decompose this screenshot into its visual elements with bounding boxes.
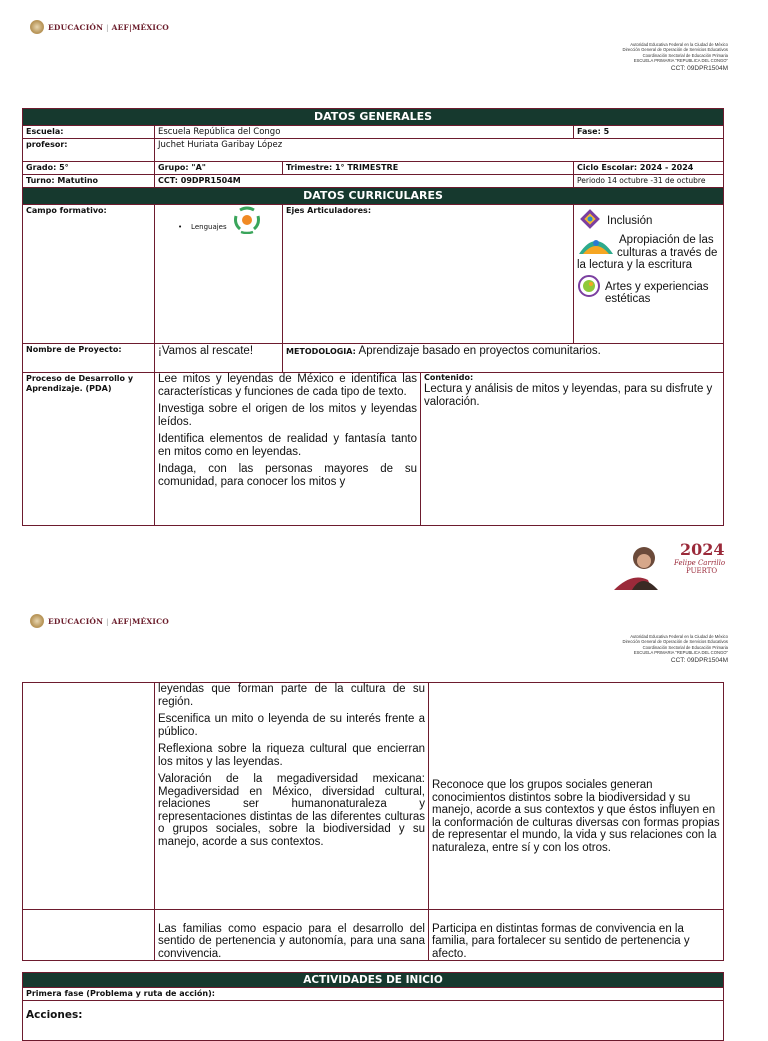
lenguajes-label: Lenguajes (191, 223, 227, 231)
header-cct: CCT: 09DPR1504M (670, 656, 728, 664)
campo-formativo-label: Campo formativo: (23, 205, 155, 344)
datos-curriculares-title: DATOS CURRICULARES (23, 188, 724, 205)
pda-item: Escenifica un mito o leyenda de su interés frente a público. (158, 713, 425, 738)
emblem-name-line1: Felipe Carrillo (674, 559, 726, 567)
authority-line: Coordinación Sectorial de Educación Primaria (642, 644, 728, 650)
primera-fase-label: Primera fase (Problema y ruta de acción): (23, 988, 724, 1001)
emblem-name-line2: PUERTO (686, 567, 718, 575)
contenido-cell-page2 (429, 683, 724, 910)
ejes-articuladores-list (574, 205, 724, 344)
authority-line: Autoridad Educativa Federal en la Ciudad de México (630, 634, 728, 639)
pda-item: Indaga, con las personas mayores de su comunidad, para conocer los mitos y (158, 463, 417, 488)
pda-item: Lee mitos y leyendas de México e identifica las características y funciones de cada tipo de texto. (158, 373, 417, 398)
authority-header-page2 (508, 634, 728, 665)
eje-item (577, 206, 720, 232)
proyecto-value: ¡Vamos al rescate! (155, 344, 283, 373)
trimestre-value: Trimestre: 1° TRIMESTRE (283, 162, 574, 175)
eje-item (577, 274, 720, 306)
profesor-value: Juchet Huriata Garibay López (155, 139, 724, 162)
logo-aef-text: AEF|MÉXICO (111, 22, 170, 32)
eje-item (577, 234, 720, 272)
eje-artes-label: Artes y experiencias estéticas (605, 280, 709, 305)
pda-label-empty (23, 910, 155, 961)
educacion-logo (30, 20, 169, 34)
escuela-value: Escuela República del Congo (155, 126, 574, 139)
datos-table (22, 108, 724, 526)
fase-value: Fase: 5 (574, 126, 724, 139)
acciones-label: Acciones: (23, 1001, 724, 1041)
pda-item: Identifica elementos de realidad y fantasía tanto en mitos como en leyendas. (158, 433, 417, 458)
pda-item: Valoración de la megadiversidad mexicana: Megadiversidad en México, diversidad cultural, relaciones ser humanonaturaleza y representaciones distintas de las diferentes culturas o grupos sociales, sobre la biodiversidad y su manejo, acorde a sus contextos. (158, 773, 425, 848)
authority-line: Dirección General de Operación de Servicios Educativos (622, 639, 728, 645)
grupo-value: Grupo: "A" (155, 162, 283, 175)
educacion-logo-page2 (30, 614, 169, 628)
lenguajes-icon (232, 206, 262, 234)
logo-separator: | (106, 616, 109, 626)
arts-icon (577, 274, 601, 298)
periodo-value: Periodo 14 octubre -31 de octubre (574, 175, 724, 188)
logo-separator: | (106, 22, 109, 32)
pda-cell (155, 373, 421, 526)
actividades-inicio-title: ACTIVIDADES DE INICIO (23, 973, 724, 988)
contenido-cell (421, 373, 724, 526)
campo-formativo-item (178, 222, 227, 232)
pda-familia-cell (155, 910, 429, 961)
logo-educacion-text: EDUCACIÓN (48, 22, 104, 32)
logo-educacion-text: EDUCACIÓN (48, 616, 104, 626)
pda-label-empty (23, 683, 155, 910)
pda-familia: Las familias como espacio para el desarrollo del sentido de pertenencia y autonomía, para una sana convivencia. (158, 922, 425, 960)
profesor-label: profesor: (23, 139, 155, 162)
felipe-carrillo-emblem (612, 542, 730, 592)
ciclo-escolar-value: Ciclo Escolar: 2024 - 2024 (574, 162, 724, 175)
contenido-value: Lectura y análisis de mitos y leyendas, para su disfrute y valoración. (424, 383, 713, 408)
authority-header (508, 42, 728, 73)
inclusion-icon (577, 206, 603, 232)
contenido-grupos: Reconoce que los grupos sociales generan conocimientos distintos sobre la biodiversidad y su manejo, acorde a sus contextos y que éstos influyen en la conformación de culturas diversas con formas propias de representar el mundo, la vida y sus relaciones con la naturaleza, entre sí y con los otros. (432, 779, 720, 854)
eje-inclusion-label: Inclusión (607, 215, 653, 227)
seal-icon (30, 614, 44, 628)
logo-aef-text: AEF|MÉXICO (111, 616, 170, 626)
cct-value: CCT: 09DPR1504M (155, 175, 574, 188)
datos-generales-title: DATOS GENERALES (23, 109, 724, 126)
ejes-articuladores-label: Ejes Articuladores: (283, 205, 574, 344)
pda-cell-page2 (155, 683, 429, 910)
emblem-year: 2024 (680, 540, 725, 559)
authority-line: ESCUELA PRIMARIA "REPUBLICA DEL CONGO" (633, 58, 728, 64)
pda-label: Proceso de Desarrollo y Aprendizaje. (PDA) (23, 373, 155, 526)
metodologia-value: Aprendizaje basado en proyectos comunitarios. (358, 345, 601, 357)
contenido-label: Contenido: (424, 373, 474, 382)
campo-formativo-cell (155, 205, 283, 344)
bullet-icon: • (178, 223, 183, 231)
portrait-icon (612, 542, 672, 592)
pda-continuation-table (22, 682, 724, 961)
metodologia-label: METODOLOGIA: (286, 347, 356, 356)
eje-lectura-label: Apropiación de las culturas a través de la lectura y la escritura (577, 234, 718, 271)
reading-icon (577, 234, 615, 256)
turno-value: Turno: Matutino (23, 175, 155, 188)
pda-item: leyendas que forman parte de la cultura de su región. (158, 683, 425, 708)
escuela-label: Escuela: (23, 126, 155, 139)
actividades-table (22, 972, 724, 1041)
pda-item: Investiga sobre el origen de los mitos y leyendas leídos. (158, 403, 417, 428)
grado-value: Grado: 5° (23, 162, 155, 175)
proyecto-label: Nombre de Proyecto: (23, 344, 155, 373)
header-cct: CCT: 09DPR1504M (670, 64, 728, 72)
authority-line: Coordinación Sectorial de Educación Primaria (642, 52, 728, 58)
pda-item: Reflexiona sobre la riqueza cultural que encierran los mitos y las leyendas. (158, 743, 425, 768)
authority-line: Dirección General de Operación de Servicios Educativos (622, 47, 728, 53)
contenido-familia: Participa en distintas formas de convivencia en la familia, para fortalecer su sentido de pertenencia y afecto. (432, 922, 690, 960)
seal-icon (30, 20, 44, 34)
contenido-familia-cell (429, 910, 724, 961)
authority-line: Autoridad Educativa Federal en la Ciudad de México (630, 42, 728, 47)
authority-line: ESCUELA PRIMARIA "REPUBLICA DEL CONGO" (633, 650, 728, 656)
